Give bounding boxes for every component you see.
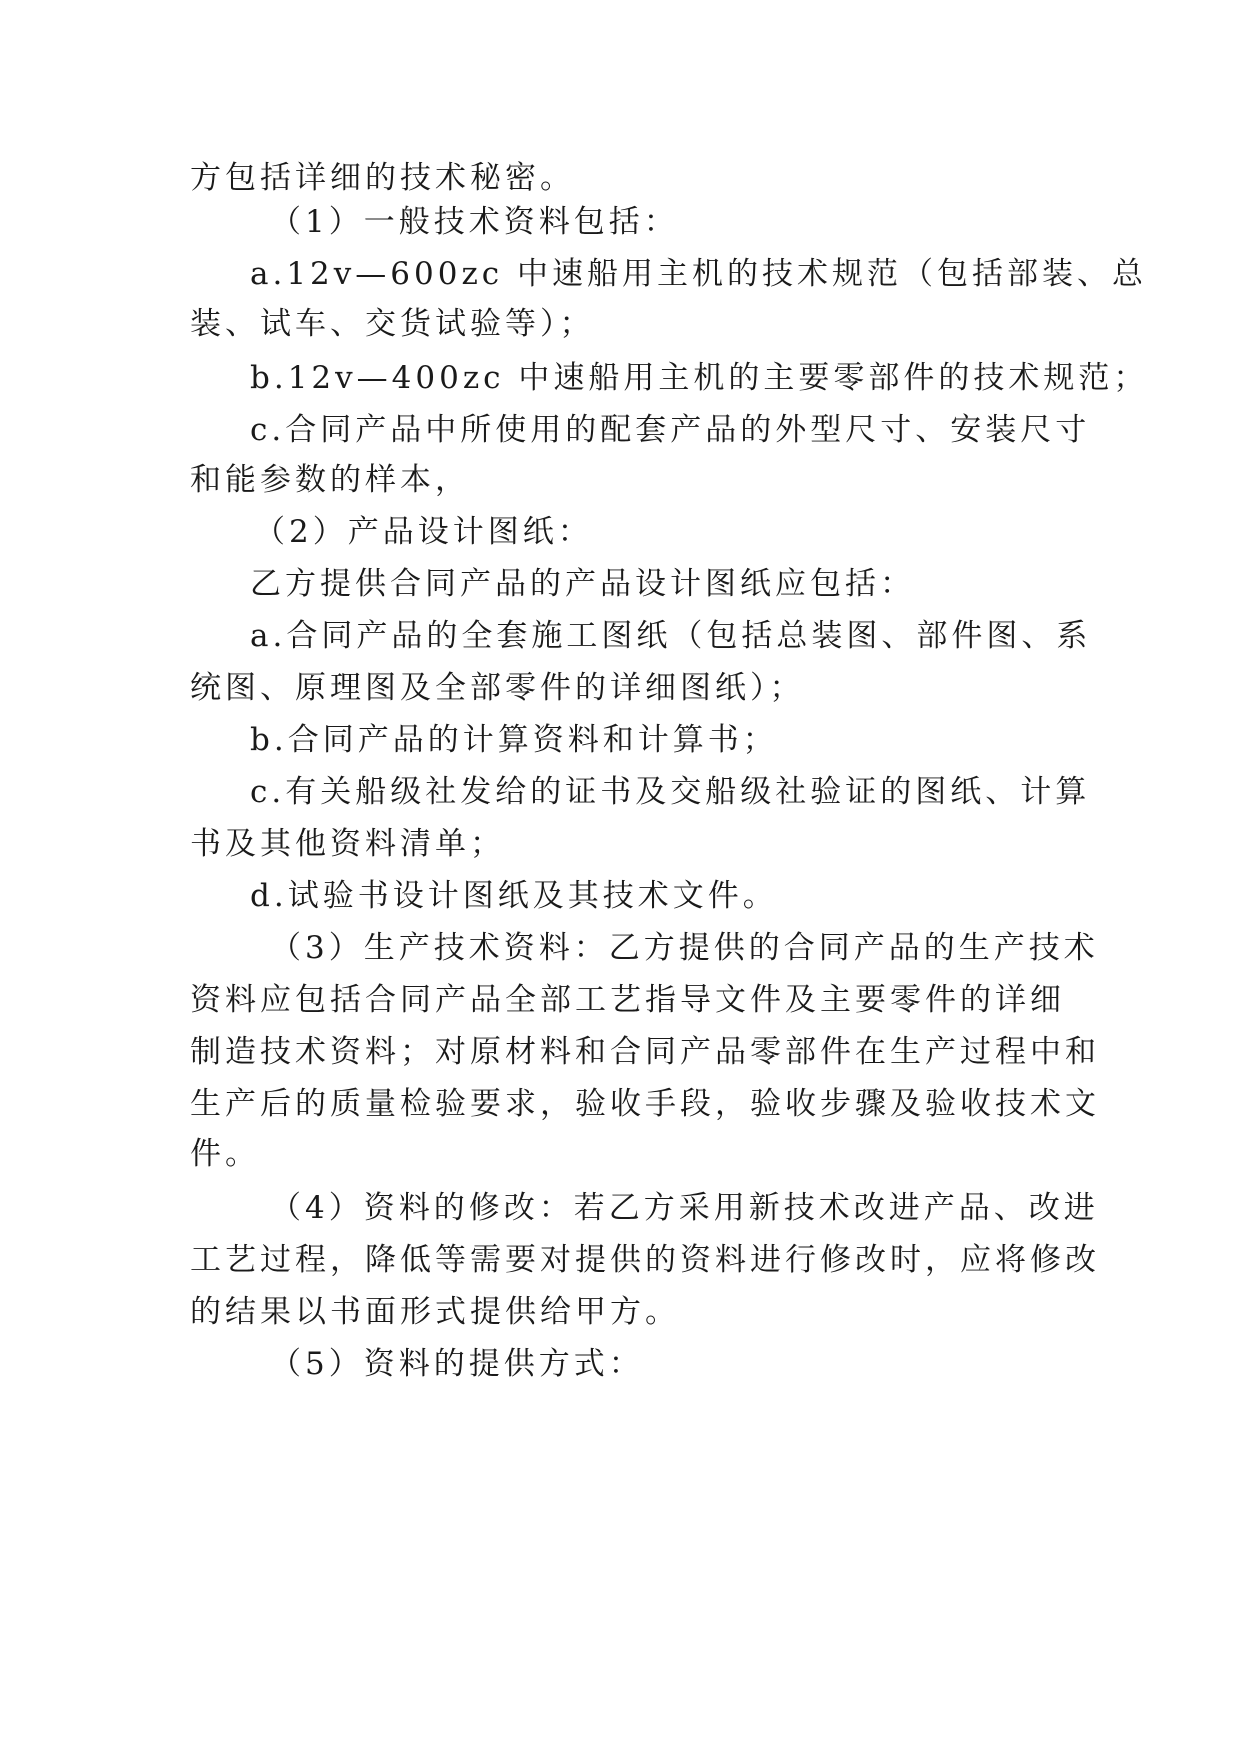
text-line: b.合同产品的计算资料和计算书； <box>250 722 778 758</box>
text-line: 的结果以书面形式提供给甲方。 <box>190 1294 680 1330</box>
text-line: d.试验书设计图纸及其技术文件。 <box>250 878 778 914</box>
text-line: 和能参数的样本， <box>190 462 470 498</box>
text-line: 装、试车、交货试验等）； <box>190 306 595 342</box>
text-line: （1）一般技术资料包括： <box>270 204 679 240</box>
text-line: c.合同产品中所使用的配套产品的外型尺寸、安装尺寸 <box>250 412 1091 448</box>
text-line: 乙方提供合同产品的产品设计图纸应包括： <box>250 566 915 602</box>
text-line: （3）生产技术资料：乙方提供的合同产品的生产技术 <box>270 930 1099 966</box>
text-line: a.合同产品的全套施工图纸（包括总装图、部件图、系 <box>250 618 1092 654</box>
text-line: c.有关船级社发给的证书及交船级社验证的图纸、计算 <box>250 774 1091 810</box>
text-line: （2）产品设计图纸： <box>254 514 593 550</box>
text-line: 方包括详细的技术秘密。 <box>190 160 575 196</box>
text-line: 资料应包括合同产品全部工艺指导文件及主要零件的详细 <box>190 982 1065 1018</box>
text-line: （5）资料的提供方式： <box>270 1346 644 1382</box>
text-line: 统图、原理图及全部零件的详细图纸）； <box>190 670 805 706</box>
text-line: 书及其他资料清单； <box>190 826 505 862</box>
text-line: （4）资料的修改：若乙方采用新技术改进产品、改进 <box>270 1190 1099 1226</box>
text-line: a.12v—600zc 中速船用主机的技术规范（包括部装、总 <box>250 256 1148 292</box>
text-line: b.12v—400zc 中速船用主机的主要零部件的技术规范； <box>250 360 1149 396</box>
text-line: 生产后的质量检验要求，验收手段，验收步骤及验收技术文 <box>190 1086 1100 1122</box>
text-line: 工艺过程，降低等需要对提供的资料进行修改时，应将修改 <box>190 1242 1100 1278</box>
text-line: 制造技术资料；对原材料和合同产品零部件在生产过程中和 <box>190 1034 1100 1070</box>
text-line: 件。 <box>190 1136 260 1172</box>
